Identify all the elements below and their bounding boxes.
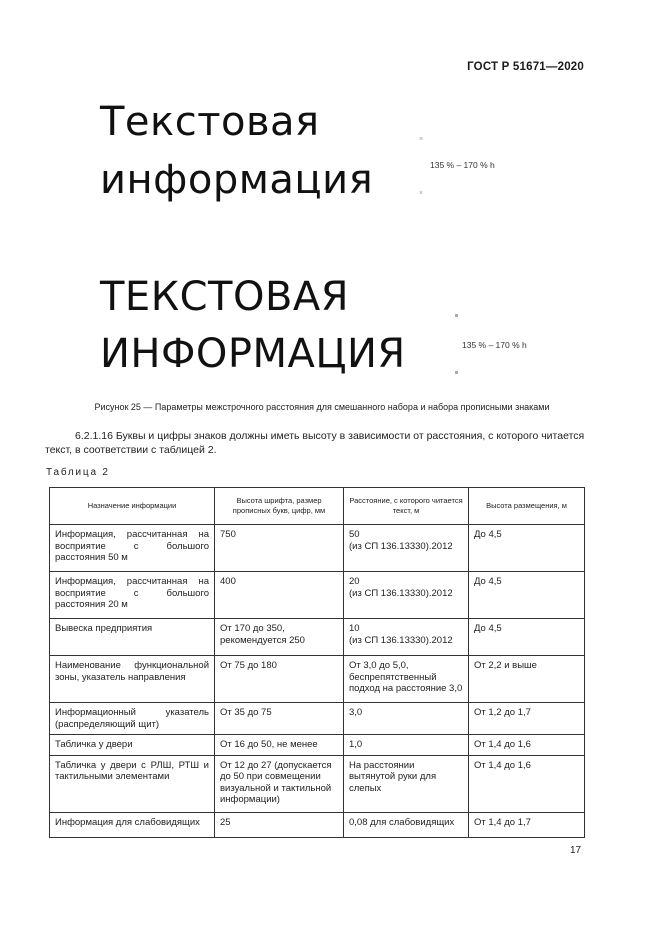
standard-code: ГОСТ Р 51671—2020 xyxy=(467,61,584,73)
sample-mixed-line2: информация xyxy=(100,157,374,203)
spacing-label: 135 % – 170 % h xyxy=(430,160,495,170)
figure-caption: Рисунок 25 — Параметры межстрочного расстояния для смешанного набора и набора прописными знаками xyxy=(94,402,550,412)
table-cell: 50 (из СП 136.13330).2012 xyxy=(344,525,469,572)
table-cell: Вывеска предприятия xyxy=(50,619,215,656)
table-cell: На расстоянии вытянутой руки для слепых xyxy=(344,755,469,812)
table-cell: Информация, рассчитанная на восприятие с большого расстояния 20 м xyxy=(50,572,215,619)
table-cell: 20 (из СП 136.13330).2012 xyxy=(344,572,469,619)
table-cell: 400 xyxy=(215,572,344,619)
spacing-label: 135 % – 170 % h xyxy=(462,340,527,350)
table-cell: Наименование функциональной зоны, указатель направления xyxy=(50,656,215,703)
spacing-mark-icon xyxy=(455,314,458,317)
table-cell: 750 xyxy=(215,525,344,572)
table-cell: От 1,4 до 1,6 xyxy=(469,735,585,756)
table-cell: От 16 до 50, не менее xyxy=(215,735,344,756)
table-row xyxy=(50,572,585,619)
table-cell: От 1,2 до 1,7 xyxy=(469,703,585,735)
table-cell: От 170 до 350, рекомендуется 250 xyxy=(215,619,344,656)
table-cell: От 1,4 до 1,6 xyxy=(469,755,585,812)
table-cell: Информация, рассчитанная на восприятие с большого расстояния 50 м xyxy=(50,525,215,572)
sample-mixed-line1: Текстовая xyxy=(100,99,320,145)
table-title: Таблица 2 xyxy=(46,467,110,478)
column-header: Высота шрифта, размер прописных букв, цифр, мм xyxy=(215,488,344,525)
table-cell: От 12 до 27 (допускается до 50 при совмещении визуальной и тактильной информации) xyxy=(215,755,344,812)
table-row xyxy=(50,755,585,812)
table-cell: Табличка у двери с РЛШ, РТШ и тактильными элементами xyxy=(50,755,215,812)
column-header: Высота размещения, м xyxy=(469,488,585,525)
requirements-table xyxy=(49,487,585,838)
sample-caps-line1: ТЕКСТОВАЯ xyxy=(100,274,350,320)
table-cell: Информационный указатель (распределяющий щит) xyxy=(50,703,215,735)
table-cell: 25 xyxy=(215,812,344,837)
table-cell: До 4,5 xyxy=(469,572,585,619)
table-row xyxy=(50,619,585,656)
table-cell: 10 (из СП 136.13330).2012 xyxy=(344,619,469,656)
table-cell: Табличка у двери xyxy=(50,735,215,756)
table-row xyxy=(50,735,585,756)
column-header: Расстояние, с которого читается текст, м xyxy=(344,488,469,525)
spacing-mark-icon xyxy=(455,371,458,374)
table-cell: Информация для слабовидящих xyxy=(50,812,215,837)
table-cell: 0,08 для слабовидящих xyxy=(344,812,469,837)
table-cell: От 3,0 до 5,0, беспрепятственный подход на расстояние 3,0 xyxy=(344,656,469,703)
table-row xyxy=(50,656,585,703)
sample-caps-line2: ИНФОРМАЦИЯ xyxy=(100,331,406,377)
table-cell: От 2,2 и выше xyxy=(469,656,585,703)
table-cell: До 4,5 xyxy=(469,525,585,572)
table-cell: От 1,4 до 1,7 xyxy=(469,812,585,837)
table-row xyxy=(50,525,585,572)
table-cell: 3,0 xyxy=(344,703,469,735)
table-cell: От 75 до 180 xyxy=(215,656,344,703)
page-number: 17 xyxy=(570,845,582,856)
table-cell: От 35 до 75 xyxy=(215,703,344,735)
table-cell: 1,0 xyxy=(344,735,469,756)
spacing-mark-icon: × xyxy=(419,136,424,143)
table-cell: До 4,5 xyxy=(469,619,585,656)
spacing-mark-icon: × xyxy=(419,190,424,197)
table-header-row xyxy=(50,488,585,525)
table-row xyxy=(50,812,585,837)
body-paragraph: 6.2.1.16 Буквы и цифры знаков должны иметь высоту в зависимости от расстояния, с которого читается текст, в соответствии с таблицей 2. xyxy=(45,430,585,456)
table-row xyxy=(50,703,585,735)
column-header: Назначение информации xyxy=(50,488,215,525)
